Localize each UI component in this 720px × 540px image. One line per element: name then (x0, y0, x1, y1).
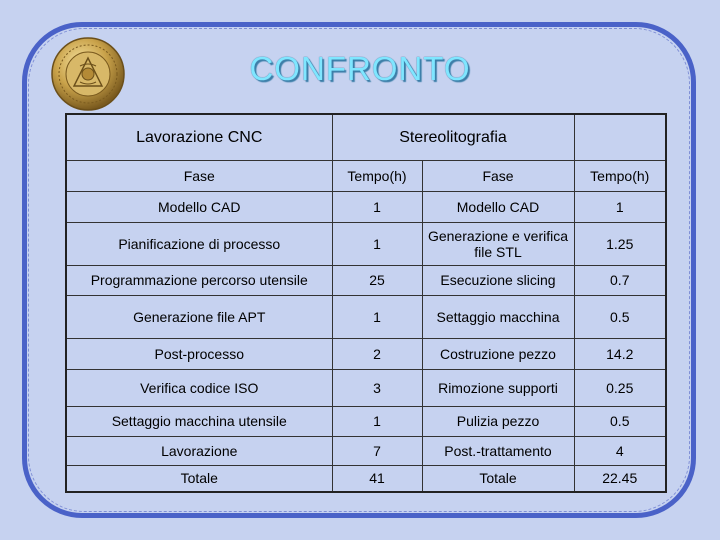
cell-cnc-time: 1 (332, 296, 422, 339)
cell-sla-time: 1.25 (574, 222, 666, 265)
column-header: Fase (66, 161, 332, 192)
table-group-header (66, 114, 666, 161)
table-row (66, 465, 666, 492)
cell-sla-time: 0.25 (574, 369, 666, 406)
column-header: Tempo(h) (332, 161, 422, 192)
table-row (66, 406, 666, 437)
cell-sla-time: 0.5 (574, 406, 666, 437)
cell-cnc-phase: Post-processo (66, 339, 332, 370)
cell-sla-phase: Generazione e verifica file STL (422, 222, 574, 265)
cell-sla-time: 14.2 (574, 339, 666, 370)
cell-cnc-time: 3 (332, 369, 422, 406)
cell-cnc-phase: Verifica codice ISO (66, 369, 332, 406)
cell-cnc-phase: Settaggio macchina utensile (66, 406, 332, 437)
cell-cnc-phase: Totale (66, 465, 332, 492)
cell-sla-phase: Rimozione supporti (422, 369, 574, 406)
cell-sla-phase: Pulizia pezzo (422, 406, 574, 437)
table-column-header (66, 161, 666, 192)
column-header: Tempo(h) (574, 161, 666, 192)
table-row (66, 296, 666, 339)
cell-cnc-time: 41 (332, 465, 422, 492)
cell-sla-phase: Post.-trattamento (422, 437, 574, 466)
cell-sla-time: 0.5 (574, 296, 666, 339)
cell-sla-phase: Esecuzione slicing (422, 265, 574, 296)
group-header-empty (574, 114, 666, 161)
cell-cnc-time: 7 (332, 437, 422, 466)
table-row (66, 339, 666, 370)
cell-sla-time: 22.45 (574, 465, 666, 492)
cell-sla-time: 1 (574, 192, 666, 223)
cell-cnc-phase: Modello CAD (66, 192, 332, 223)
table-row (66, 437, 666, 466)
cell-sla-time: 4 (574, 437, 666, 466)
comparison-table (65, 113, 667, 493)
table-row (66, 192, 666, 223)
cell-sla-phase: Costruzione pezzo (422, 339, 574, 370)
cell-cnc-time: 1 (332, 192, 422, 223)
group-header-cnc: Lavorazione CNC (66, 114, 332, 161)
column-header: Fase (422, 161, 574, 192)
cell-sla-phase: Totale (422, 465, 574, 492)
cell-cnc-time: 1 (332, 222, 422, 265)
cell-cnc-phase: Programmazione percorso utensile (66, 265, 332, 296)
cell-cnc-phase: Generazione file APT (66, 296, 332, 339)
cell-cnc-time: 1 (332, 406, 422, 437)
cell-cnc-phase: Pianificazione di processo (66, 222, 332, 265)
group-header-stereolitografia: Stereolitografia (332, 114, 574, 161)
cell-cnc-time: 2 (332, 339, 422, 370)
cell-sla-phase: Modello CAD (422, 192, 574, 223)
cell-cnc-phase: Lavorazione (66, 437, 332, 466)
table-row (66, 222, 666, 265)
table-row (66, 369, 666, 406)
cell-sla-time: 0.7 (574, 265, 666, 296)
table-row (66, 265, 666, 296)
cell-cnc-time: 25 (332, 265, 422, 296)
cell-sla-phase: Settaggio macchina (422, 296, 574, 339)
slide-title: CONFRONTO (249, 50, 471, 87)
